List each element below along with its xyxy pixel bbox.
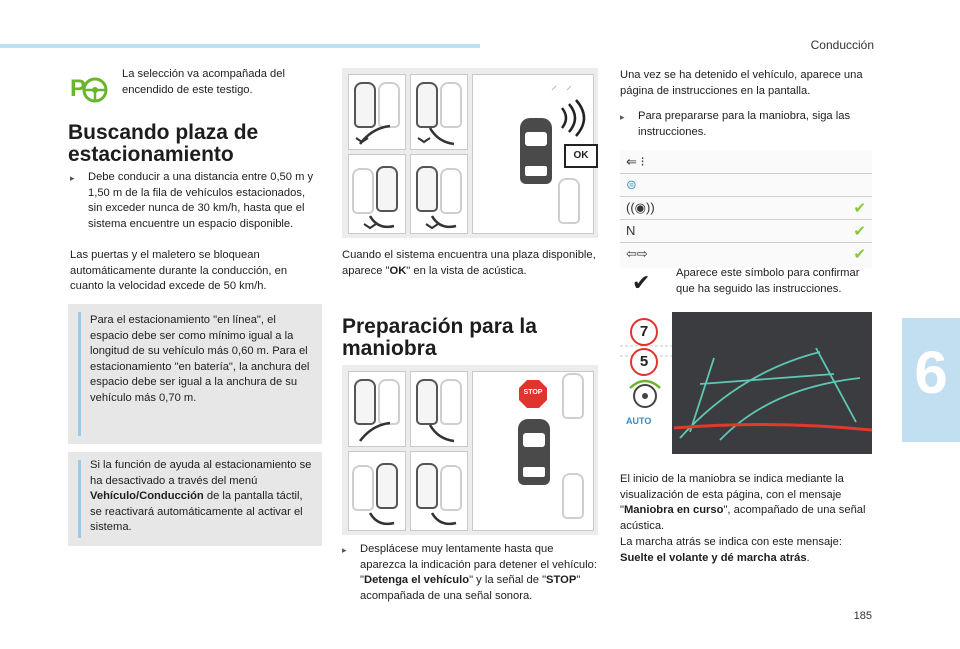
vehicle-icon: [520, 118, 552, 184]
bullet-text: Para prepararse para la maniobra, siga las instrucciones.: [638, 110, 851, 138]
check-icon: ✔: [853, 200, 866, 217]
parking-indicator-icon: [68, 68, 110, 110]
vehicle-icon: [518, 419, 550, 485]
instruction-row: [620, 173, 872, 197]
header-rule: [0, 44, 480, 48]
steering-off-icon: ⊜: [626, 177, 637, 192]
note-text: Para el estacionamiento "en línea", el espacio debe ser como mínimo igual a la longitud de su vehículo más 0,60 m. Para el estacionamiento "en batería", la anchura del espacio debe ser igual a la anchura de su vehículo más 0,70 m.: [90, 314, 310, 404]
running-head: Conducción: [810, 38, 874, 52]
auto-steering-icon: [628, 378, 662, 418]
bullet-item: [620, 109, 874, 140]
section-heading-prepare: Preparación para la maniobra: [342, 315, 537, 360]
note-box-dimensions: [68, 304, 322, 444]
parked-car-outline: [562, 473, 584, 519]
note-text: Si la función de ayuda al estacionamiento se ha desactivado a través del menú Vehículo/Conducción de la pantalla táctil, se reactivará automáticamente al activar el sistema.: [90, 459, 312, 534]
parked-car-outline: [558, 178, 580, 224]
paragraph: Una vez se ha detenido el vehículo, aparece una página de instrucciones en la pantalla.: [620, 69, 863, 97]
ok-label: OK: [564, 144, 598, 168]
auto-label: AUTO: [626, 416, 652, 426]
confirm-text: Aparece este símbolo para confirmar que ha seguido las instrucciones.: [676, 267, 860, 295]
paragraph: Las puertas y el maletero se bloquean automáticamente durante la conducción, en cuanto la velocidad excede de 50 km/h.: [70, 249, 288, 293]
instruction-row: [620, 219, 872, 243]
stop-label: STOP: [523, 389, 543, 396]
note-accent-bar: [78, 460, 81, 538]
distance-marker-5: 5: [630, 348, 658, 376]
indicator-letter: P: [70, 75, 87, 102]
instruction-row: [620, 242, 872, 266]
note-accent-bar: [78, 312, 81, 436]
bullet-icon: ▸: [620, 112, 625, 122]
back-arrow-icon: ⇐ ⁝: [626, 154, 645, 169]
diagram-space-found: [342, 68, 598, 238]
paragraph: La marcha atrás se indica con este mensaje: Suelte el volante y dé marcha atrás.: [620, 536, 843, 564]
bullet-text: Debe conducir a una distancia entre 0,50 m y 1,50 m de la fila de vehículos estacionados, sin exceder nunca de 30 km/h, hasta que el sistema encuentre un espacio disponible.: [88, 171, 314, 230]
indicator-note: La selección va acompañada del encendido de este testigo.: [122, 68, 285, 96]
sound-icon: ((◉)): [626, 200, 655, 215]
bullet-icon: ▸: [70, 173, 75, 183]
paragraph: El inicio de la maniobra se indica mediante la visualización de esta página, con el mensaje "Maniobra en curso", acompañado de una señal acústica.: [620, 473, 866, 532]
check-icon: ✔: [853, 223, 866, 240]
check-icon: ✔: [853, 246, 866, 263]
confirm-check-icon: ✔: [632, 270, 651, 295]
bullet-item: [70, 170, 320, 232]
bullet-item: [342, 542, 600, 604]
instruction-row: [620, 196, 872, 220]
section-heading-search: Buscando plaza de estacionamiento: [68, 121, 259, 166]
paragraph: Cuando el sistema encuentra una plaza disponible, aparece "OK" en la vista de acústica.: [342, 249, 596, 277]
rear-camera-view: [620, 312, 872, 454]
chapter-number: 6: [914, 339, 948, 406]
neutral-gear-icon: N: [626, 223, 636, 238]
stop-sign-icon: [518, 379, 548, 409]
bullet-icon: ▸: [342, 545, 347, 555]
diagram-stop: [342, 365, 598, 535]
instruction-row: [620, 151, 872, 174]
parked-car-outline: [562, 373, 584, 419]
note-box-reactivation: [68, 452, 322, 546]
distance-marker-7: 7: [630, 318, 658, 346]
maneuver-arrows: [342, 365, 598, 535]
bullet-text: Desplácese muy lentamente hasta que aparezca la indicación para detener el vehículo: "Detenga el vehículo" y la señal de "STOP" acompañada de una señal sonora.: [360, 543, 597, 602]
page-number: 185: [853, 610, 872, 622]
indicator-icon: ⇦⇨: [626, 246, 648, 261]
